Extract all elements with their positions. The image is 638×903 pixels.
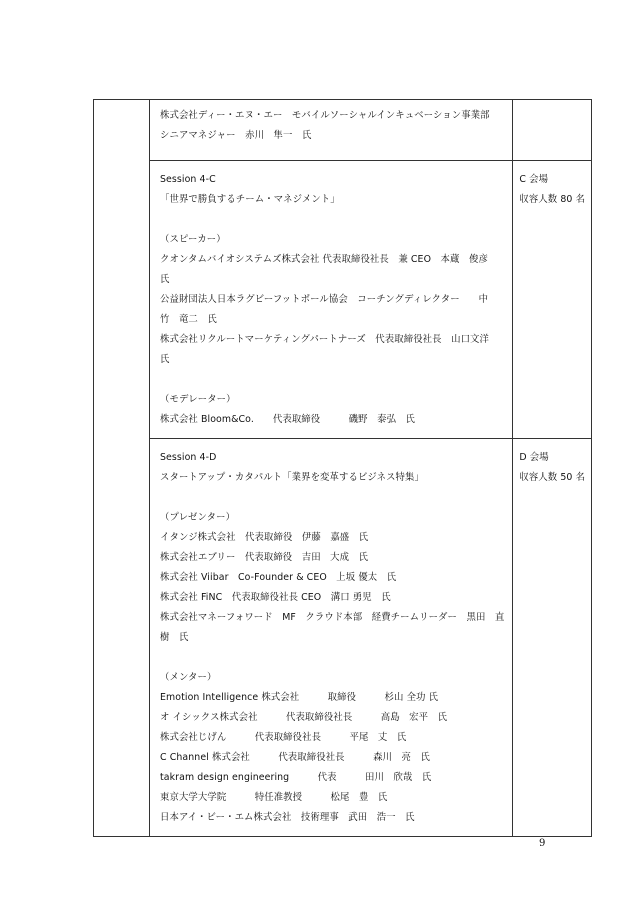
table-row (94, 161, 592, 439)
venue-capacity: 収容人数 80 名 (519, 194, 586, 205)
text-line: 株式会社ディー・エヌ・エー モバイルソーシャルインキュベーション事業部 (160, 110, 490, 121)
spacer (160, 210, 504, 230)
text-line: クオンタムバイオシステムズ株式会社 代表取締役社長 兼 CEO 本蔵 俊彦 (160, 254, 488, 265)
spacer (160, 488, 504, 508)
content-cell (150, 100, 513, 161)
text-line: C Channel 株式会社 代表取締役社長 森川 亮 氏 (160, 752, 430, 763)
text-line: 株式会社 Viibar Co-Founder & CEO 上坂 優太 氏 (160, 572, 397, 583)
page-number: 9 (539, 838, 546, 849)
text-line: 株式会社エブリー 代表取締役 吉田 大成 氏 (160, 552, 369, 563)
venue-name: D 会場 (519, 452, 549, 463)
text-line: 氏 (160, 354, 170, 365)
text-line: 公益財団法人日本ラグビーフットボール協会 コーチングディレクター 中 (160, 294, 489, 305)
role-heading: （メンター） (160, 672, 217, 683)
time-cell (94, 100, 150, 837)
session-title: 「世界で勝負するチーム・マネジメント」 (160, 194, 340, 205)
role-heading: （プレゼンター） (160, 512, 236, 523)
text-line: 株式会社 FiNC 代表取締役社長 CEO 溝口 勇児 氏 (160, 592, 391, 603)
text-line: takram design engineering 代表 田川 欣哉 氏 (160, 772, 432, 783)
venue-cell (513, 161, 592, 439)
session-table (93, 99, 592, 837)
text-line: 株式会社マネーフォワード MF クラウド本部 経費チームリーダー 黒田 直 (160, 612, 505, 623)
text-line: 氏 (160, 274, 170, 285)
text-line: 株式会社じげん 代表取締役社長 平尾 丈 氏 (160, 732, 407, 743)
session-id: Session 4-C (160, 174, 216, 185)
content-cell (150, 439, 513, 837)
venue-cell (513, 439, 592, 837)
session-id: Session 4-D (160, 452, 217, 463)
text-line: 樹 氏 (160, 632, 189, 643)
spacer (160, 648, 504, 668)
session-title: スタートアップ・カタパルト「業界を変革するビジネス特集」 (160, 472, 424, 483)
text-line: シニアマネジャー 赤川 隼一 氏 (160, 130, 312, 141)
role-heading: （モデレーター） (160, 394, 236, 405)
table-row (94, 439, 592, 837)
text-line: 日本アイ・ビー・エム株式会社 技術理事 武田 浩一 氏 (160, 812, 415, 823)
content-cell (150, 161, 513, 439)
text-line: Emotion Intelligence 株式会社 取締役 杉山 全功 氏 (160, 692, 439, 703)
table-row (94, 100, 592, 161)
role-heading: （スピーカー） (160, 234, 226, 245)
venue-capacity: 収容人数 50 名 (519, 472, 586, 483)
text-line: 竹 竜二 氏 (160, 314, 217, 325)
text-line: オ イシックス株式会社 代表取締役社長 高島 宏平 氏 (160, 712, 448, 723)
venue-cell (513, 100, 592, 161)
text-line: 株式会社リクルートマーケティングパートナーズ 代表取締役社長 山口文洋 (160, 334, 489, 345)
text-line: 株式会社 Bloom&Co. 代表取締役 磯野 泰弘 氏 (160, 414, 416, 425)
spacer (160, 370, 504, 390)
venue-name: C 会場 (519, 174, 549, 185)
text-line: 東京大学大学院 特任准教授 松尾 豊 氏 (160, 792, 388, 803)
text-line: イタンジ株式会社 代表取締役 伊藤 嘉盛 氏 (160, 532, 369, 543)
